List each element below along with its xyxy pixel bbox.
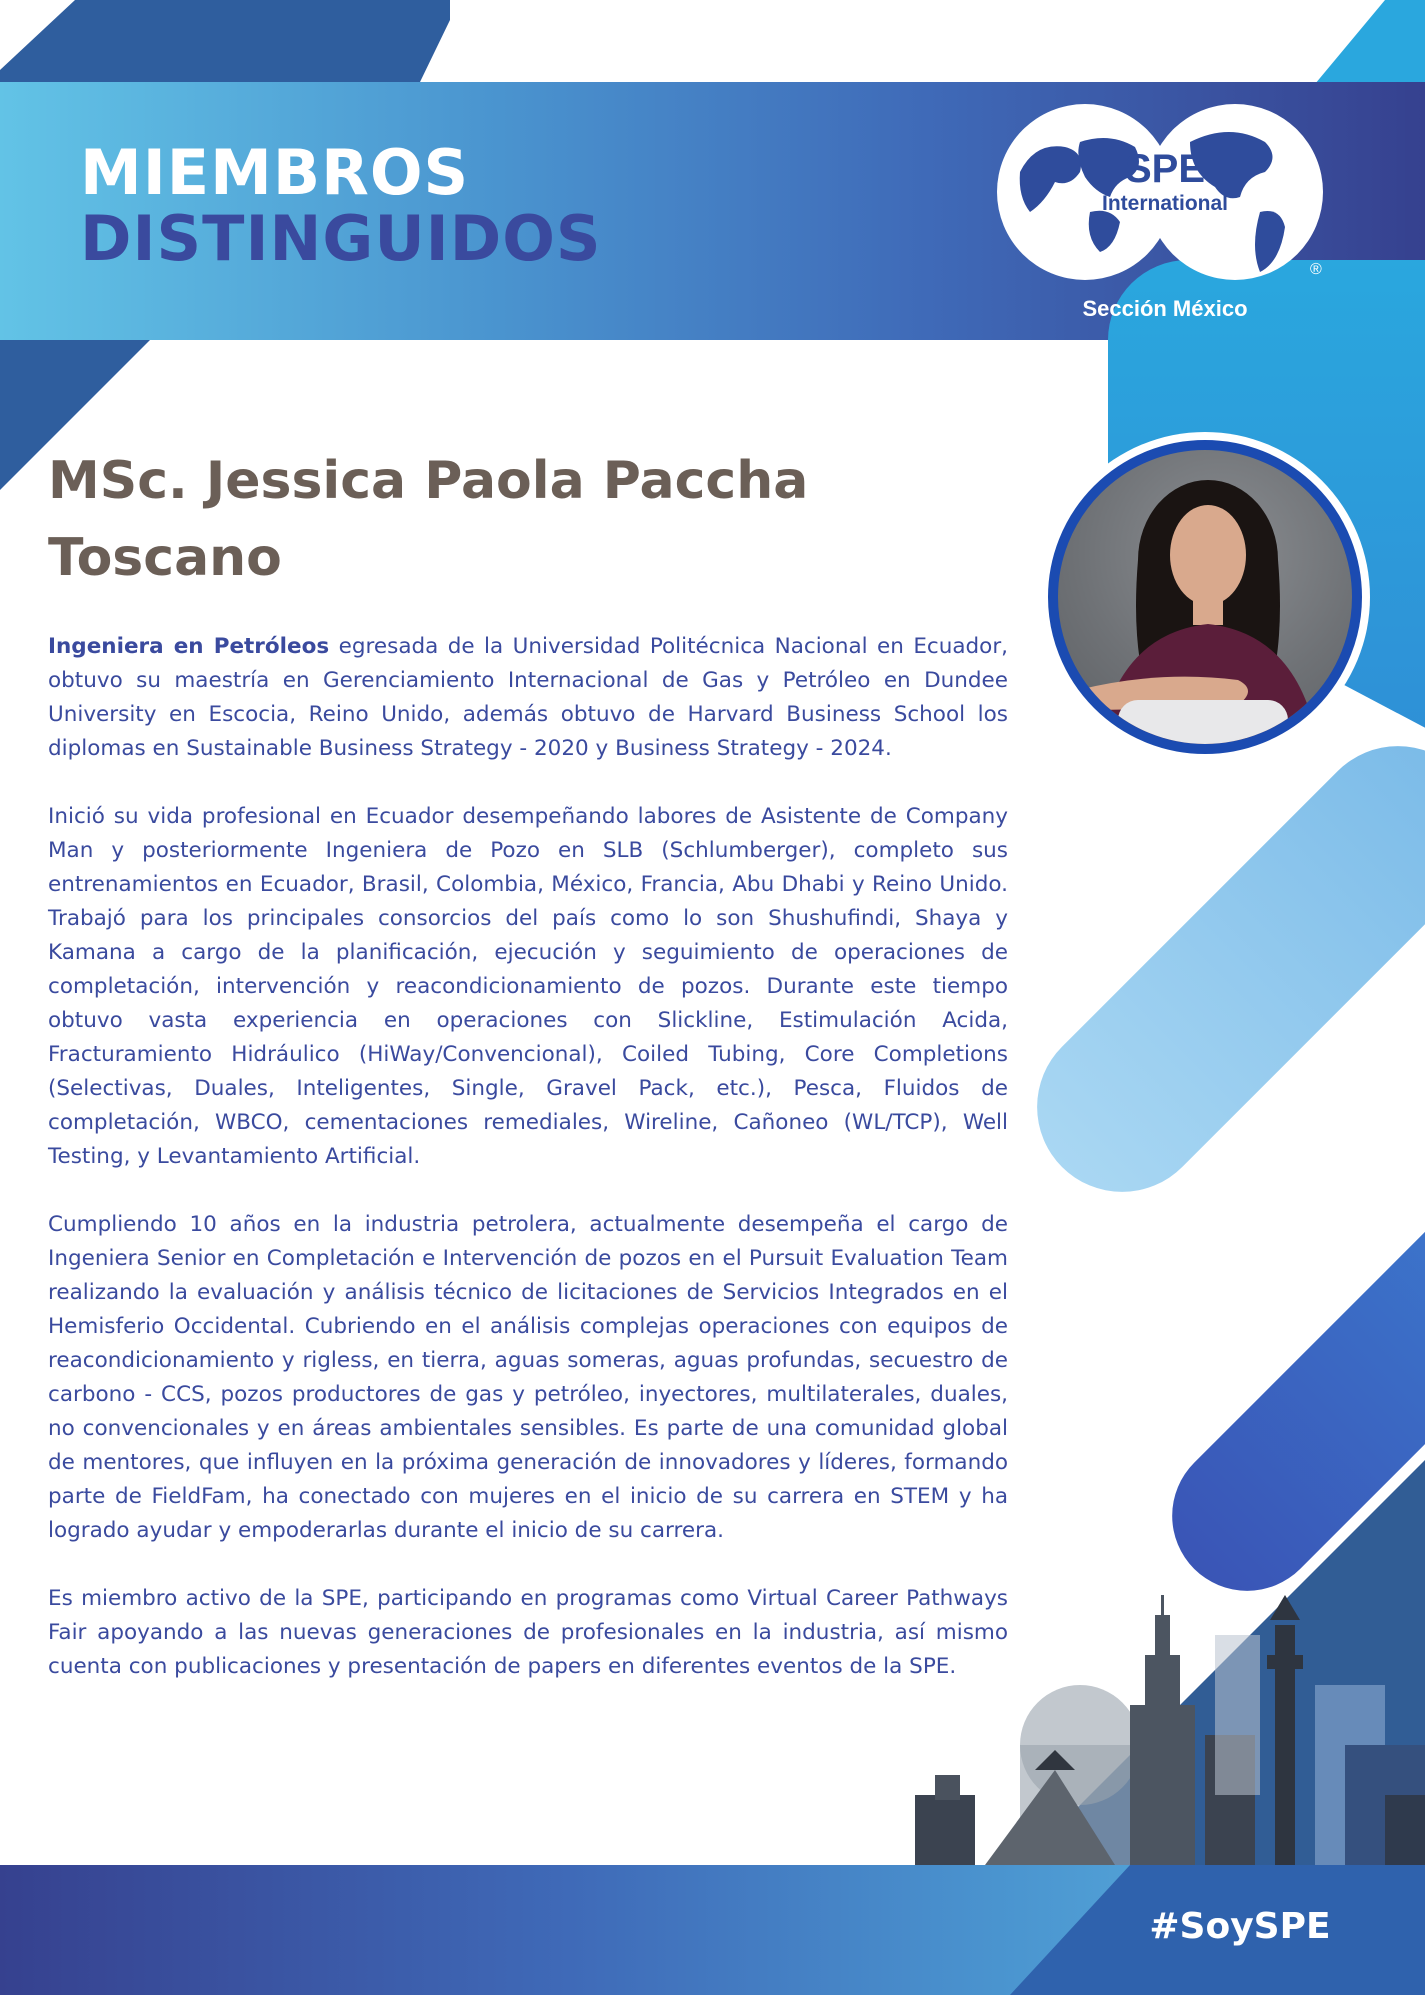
header-title-line1: MIEMBROS <box>80 136 470 209</box>
member-biography <box>48 630 1008 1718</box>
logo-registered-mark: ® <box>1310 261 1322 278</box>
bio-paragraph-1-text: egresada de la Universidad Politécnica Nacional en Ecuador, obtuvo su maestría en Gerenciamiento Internacional de Gas y Petróleo en Dundee University en Escocia, Reino Unido, además obtuvo de Harvard Business School los diplomas en Sustainable Business Strategy - 2020 y Business Strategy - 2024. <box>48 634 1009 761</box>
footer-hashtag: #SoySPE <box>1149 1906 1331 1947</box>
bio-paragraph-3: Cumpliendo 10 años en la industria petrolera, actualmente desempeña el cargo de Ingeniera Senior en Completación e Intervención de pozos en el Pursuit Evaluation Team realizando la evaluación y análisis técnico de licitaciones de Servicios Integrados en el Hemisferio Occidental. Cubriendo en el análisis complejas operaciones con equipos de reacondicionamiento y rigless, en tierra, aguas someras, aguas profundas, secuestro de carbono - CCS, pozos productores de gas y petróleo, inyectores, multilaterales, duales, no convencionales y en áreas ambientales sensibles. Es parte de una comunidad global de mentores, que influyen en la próxima generación de innovadores y líderes, formando parte de FieldFam, ha conectado con mujeres en el inicio de su carrera en STEM y ha logrado ayudar y empoderarlas durante el inicio de su carrera. <box>48 1212 1008 1543</box>
bio-paragraph-4: Es miembro activo de la SPE, participando en programas como Virtual Career Pathways Fair apoyando a las nuevas generaciones de profesionales en la industria, así mismo cuenta con publicaciones y presentación de papers en diferentes eventos de la SPE. <box>48 1586 1008 1679</box>
logo-brand-text: SPE <box>1124 147 1206 191</box>
profile-photo-illustration <box>1058 450 1352 744</box>
bio-paragraph-1 <box>48 630 1008 766</box>
member-name: MSc. Jessica Paola Paccha Toscano <box>48 451 809 588</box>
decor-light-pill <box>1002 711 1425 1227</box>
bio-paragraph-2: Inició su vida profesional en Ecuador desempeñando labores de Asistente de Company Man y posteriormente Ingeniera de Pozo en SLB (Schlumberger), completo sus entrenamientos en Ecuador, Brasil, Colombia, México, Francia, Abu Dhabi y Reino Unido. Trabajó para los principales consorcios del país como lo son Shushufindi, Shaya y Kamana a cargo de la planificación, ejecución y seguimiento de operaciones de completación, intervención y reacondicionamiento de pozos. Durante este tiempo obtuvo vasta experiencia en operaciones con Slickline, Estimulación Acida, Fracturamiento Hidráulico (HiWay/Convencional), Coiled Tubing, Core Completions (Selectivas, Duales, Inteligentes, Single, Gravel Pack, etc.), Pesca, Fluidos de completación, WBCO, cementaciones remediales, Wireline, Cañoneo (WL/TCP), Well Testing, y Levantamiento Artificial. <box>48 804 1008 1169</box>
bio-title-highlight: Ingeniera en Petróleos <box>48 634 330 659</box>
profile-photo <box>1048 440 1362 754</box>
logo-subbrand-text: International <box>1101 192 1229 215</box>
logo-section-label: Sección México <box>1082 296 1248 321</box>
header-title-line2: DISTINGUIDOS <box>80 202 602 275</box>
